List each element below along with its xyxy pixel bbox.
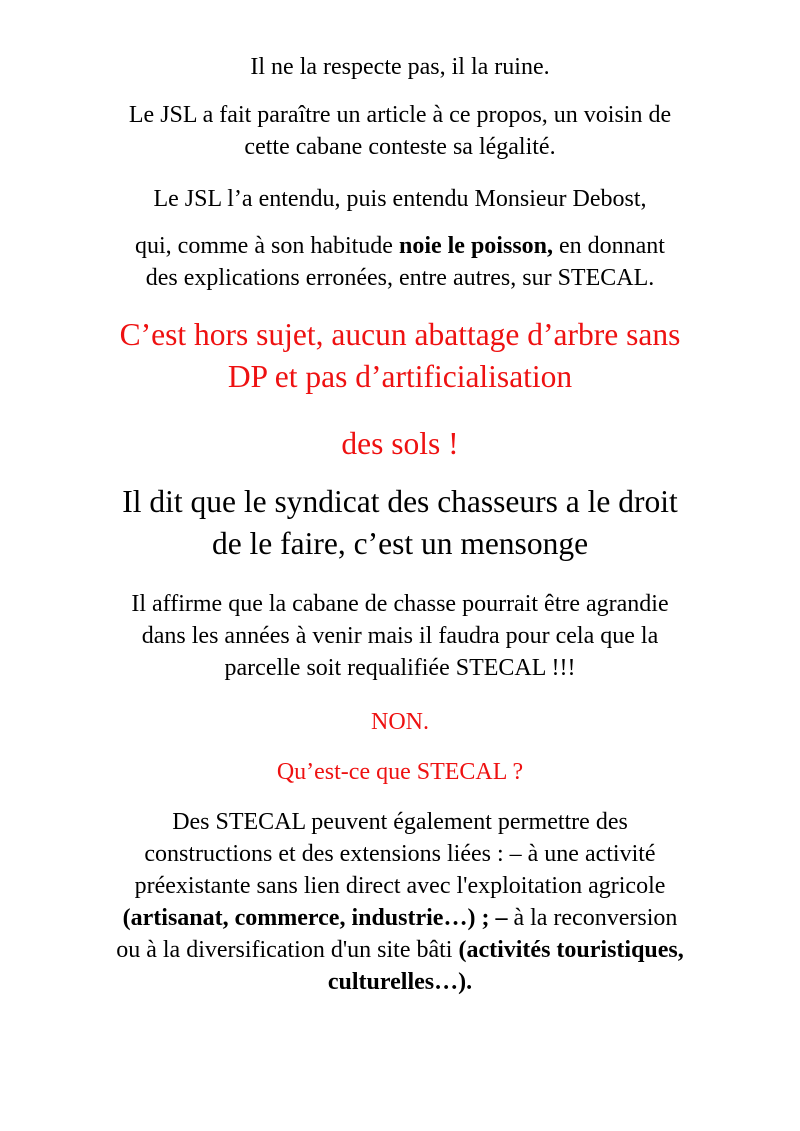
black-heading [60,481,740,565]
paragraph-respect [60,51,740,83]
paragraph-cabane-line3: parcelle soit requalifiée STECAL !!! [224,655,576,681]
non-statement [60,706,740,738]
red-heading-line2: DP et pas d’artificialisation [227,359,573,394]
paragraph-explanations-line1-end: en donnant [553,233,665,259]
paragraph-explanations-line2: des explications erronées, entre autres, sur STECAL. [145,265,655,291]
stecal-question [60,756,740,788]
stecal-definition-line4-end: à la reconversion [507,905,678,931]
paragraph-explanations-bold: noie le poisson, [398,233,553,259]
paragraph-jsl-article [60,99,740,163]
paragraph-jsl-article-line2: cette cabane conteste sa légalité. [244,134,556,160]
black-heading-line2: de le faire, c’est un mensonge [211,526,589,561]
stecal-definition-line1: Des STECAL peuvent également permettre des [172,809,628,835]
red-heading-continuation [60,423,740,465]
stecal-definition-line3: préexistante sans lien direct avec l'exploitation agricole [134,873,666,899]
paragraph-jsl-heard-text: Le JSL l’a entendu, puis entendu Monsieur Debost, [153,186,647,212]
paragraph-cabane-line1: Il affirme que la cabane de chasse pourrait être agrandie [131,591,669,617]
stecal-definition-line2: constructions et des extensions liées : – à une activité [144,841,656,867]
paragraph-jsl-article-line1: Le JSL a fait paraître un article à ce propos, un voisin de [128,102,672,128]
paragraph-stecal-definition [60,806,740,998]
red-heading [60,314,740,398]
stecal-question-text: Qu’est-ce que STECAL ? [276,759,524,785]
paragraph-respect-text: Il ne la respecte pas, il la ruine. [250,54,550,80]
non-statement-text: NON. [371,709,429,735]
paragraph-explanations-line1-start: qui, comme à son habitude [135,233,399,259]
stecal-definition-line5-start: ou à la diversification d'un site bâti [116,937,459,963]
paragraph-cabane [60,588,740,684]
stecal-definition-line6-bold: culturelles…). [327,969,473,995]
stecal-definition-line5-bold: (activités touristiques, [458,937,684,963]
paragraph-cabane-line2: dans les années à venir mais il faudra pour cela que la [141,623,659,649]
red-heading-line3: des sols ! [341,426,459,461]
paragraph-explanations [60,230,740,294]
black-heading-line1: Il dit que le syndicat des chasseurs a le droit [122,484,678,519]
red-heading-line1: C’est hors sujet, aucun abattage d’arbre sans [119,317,681,352]
stecal-definition-line4-bold: (artisanat, commerce, industrie…) ; – [122,905,508,931]
paragraph-jsl-heard [60,183,740,215]
